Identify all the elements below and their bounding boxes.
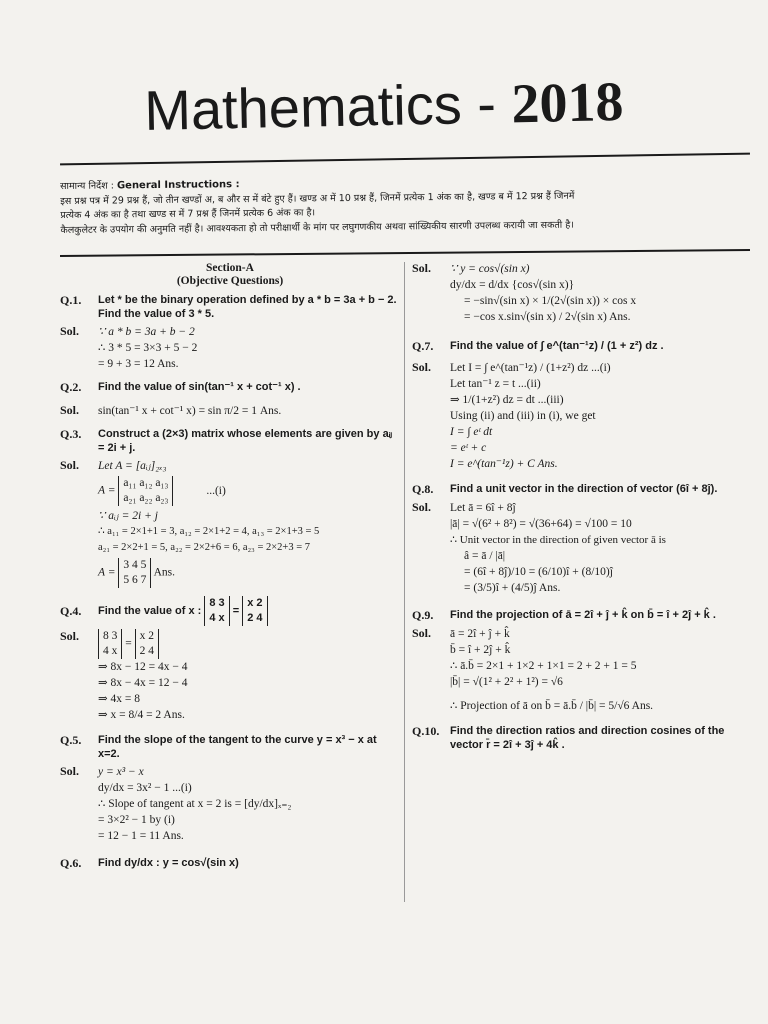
solution-line: = (6î + 8ĵ)/10 = (6/10)î + (8/10)ĵ — [464, 566, 613, 578]
determinant-row: 4 x — [103, 645, 118, 657]
solution-label: Sol. — [412, 626, 432, 640]
matrix-row: a₁₁ a₁₂ a₁₃ — [123, 477, 169, 489]
solution-line: ∴ Projection of ā on b̄ = ā.b̄ / |b̄| = 5/√6 Ans. — [450, 700, 654, 712]
section-heading: Section-A — [206, 262, 254, 274]
question-number: Q.8. — [412, 482, 434, 496]
question-number: Q.4. — [60, 603, 82, 618]
right-column — [412, 258, 752, 752]
solution-label: Sol. — [60, 403, 80, 417]
title-word: Mathematics - — [143, 71, 513, 143]
question-number: Q.9. — [412, 608, 434, 622]
solution-line: = −cos x.sin√(sin x) / 2√(sin x) Ans. — [464, 311, 631, 323]
instructions-label-hi: सामान्य निर्देश : — [60, 180, 114, 192]
determinant-right — [242, 596, 267, 626]
question-number: Q.3. — [60, 427, 82, 441]
title-divider — [60, 153, 750, 166]
question-number: Q.2. — [60, 380, 82, 394]
solution-line: I = ∫ eᵗ dt — [450, 426, 493, 438]
solution-line: Let I = ∫ e^(tan⁻¹z) / (1+z²) dz ...(i) — [450, 362, 611, 374]
instructions-line-2: प्रत्येक 4 अंक का है तथा खण्ड स में 7 प्रश्न हैं जिनमें प्रत्येक 6 अंक का है। — [60, 207, 316, 221]
question-number: Q.7. — [412, 339, 434, 353]
solution-label: Sol. — [412, 261, 432, 275]
solution-line: ∴ 3 * 5 = 3×3 + 5 − 2 — [98, 342, 198, 354]
title-year: 2018 — [510, 70, 625, 136]
instructions-label-en: General Instructions : — [116, 179, 240, 192]
question-text: Find the value of ∫ e^(tan⁻¹z) / (1 + z²) dz . — [450, 340, 664, 352]
solution-label: Sol. — [60, 764, 80, 778]
matrix-row: a₂₁ a₂₂ a₂₃ — [123, 492, 169, 504]
solution-3: Sol. Let A = [aᵢⱼ]₂ₓ₃ A = a₁₁ a₁₂ a₁₃ a₂₁ a₂₂ a₂₃ ...(i) ∵ aᵢⱼ = 2i + j ∴ a₁₁ = 2×1+1 = 3, a₁₂ = 2×1+2 = 4, a₁₃ = 2×1+3 = 5 a₂₁ = 2×2+1 = 5, a₂₂ = 2×2+6 = 6, a₂₃ = 2×2+3 = 7 A = 3 4 5 5 6 7 Ans. — [60, 458, 400, 588]
solution-8 — [412, 500, 752, 596]
solution-line: ⇒ x = 8/4 = 2 Ans. — [98, 709, 185, 721]
matrix-result — [118, 558, 151, 588]
solution-line: ⇒ 1/(1+z²) dz = dt ...(iii) — [450, 394, 564, 406]
matrix-a — [118, 476, 173, 506]
solution-line: = −sin√(sin x) × 1/(2√(sin x)) × cos x — [464, 295, 637, 307]
page-title — [144, 68, 624, 144]
determinant-row: 8 3 — [103, 630, 118, 642]
solution-line: ∴ ā.b̄ = 2×1 + 1×2 + 1×1 = 2 + 2 + 1 = 5 — [450, 660, 637, 672]
determinant-row: x 2 — [139, 630, 154, 642]
section-subheading: (Objective Questions) — [176, 275, 284, 287]
solution-line: ā = 2î + ĵ + k̂ — [450, 628, 510, 640]
question-text: Find dy/dx : y = cos√(sin x) — [98, 857, 239, 869]
question-text: Find the value of sin(tan⁻¹ x + cot⁻¹ x) . — [98, 381, 301, 393]
solution-line: ⇒ 8x − 4x = 12 − 4 — [98, 677, 188, 689]
question-10 — [412, 724, 752, 752]
solution-9 — [412, 626, 752, 714]
solution-line: = (3/5)î + (4/5)ĵ Ans. — [464, 582, 561, 594]
determinant-row: x 2 — [247, 597, 263, 609]
solution-line: a₂₁ = 2×2+1 = 5, a₂₂ = 2×2+6 = 6, a₂₃ = 2×2+3 = 7 — [98, 542, 311, 553]
solution-line: ∴ a₁₁ = 2×1+1 = 3, a₁₂ = 2×1+2 = 4, a₁₃ = 2×1+3 = 5 — [98, 526, 320, 537]
question-number: Q.6. — [60, 856, 82, 870]
column-divider — [404, 262, 405, 902]
solution-line: dy/dx = d/dx {cos√(sin x)} — [450, 279, 575, 291]
question-text: Find the direction ratios and direction cosines of the vector r̄ = 2î + 3ĵ + 4k̂ . — [450, 725, 725, 751]
question-1 — [60, 293, 400, 321]
solution-2 — [60, 403, 400, 419]
solution-6 — [412, 261, 752, 325]
equation-tag: ...(i) — [206, 484, 226, 497]
solution-line: ∴ Slope of tangent at x = 2 is = [dy/dx]ₓ₌₂ — [98, 798, 292, 810]
solution-line: Using (ii) and (iii) in (i), we get — [450, 410, 596, 422]
question-text: Find a unit vector in the direction of vector (6î + 8ĵ). — [450, 483, 718, 495]
solution-label: Sol. — [60, 458, 80, 472]
question-5 — [60, 733, 400, 761]
question-number: Q.10. — [412, 724, 440, 738]
question-2 — [60, 380, 400, 395]
solution-line: I = e^(tan⁻¹z) + C Ans. — [450, 458, 558, 470]
instructions-line-1: इस प्रश्न पत्र में 29 प्रश्न हैं, जो तीन खण्डों अ, ब और स में बंटे हुए हैं। खण्ड अ में 10 प्रश्न हैं, जिनमें प्रत्येक 1 अंक का है, खण्ड ब में 12 प्रश्न हैं जिनमें — [60, 190, 575, 207]
determinant-left — [204, 596, 229, 626]
solution-line: ⇒ 4x = 8 — [98, 693, 140, 705]
left-column — [60, 262, 400, 871]
determinant-row: 4 x — [209, 612, 225, 624]
question-text: Let * be the binary operation defined by a * b = 3a + b − 2. Find the value of 3 * 5. — [98, 294, 397, 320]
question-3 — [60, 427, 400, 455]
solution-1 — [60, 324, 400, 372]
solution-label: Sol. — [60, 324, 80, 338]
question-text: Construct a (2×3) matrix whose elements are given by aᵢⱼ = 2i + j. — [98, 428, 393, 454]
solution-line: ∵ y = cos√(sin x) — [450, 263, 530, 275]
solution-line: Let tan⁻¹ z = t ...(ii) — [450, 378, 541, 390]
question-text: Find the slope of the tangent to the curve y = x³ − x at x=2. — [98, 734, 377, 760]
determinant-row: 2 4 — [247, 612, 263, 624]
question-text: Find the projection of ā = 2î + ĵ + k̂ on b̄ = î + 2ĵ + k̂ . — [450, 609, 716, 621]
solution-label: Sol. — [412, 360, 432, 374]
solution-label: Sol. — [412, 500, 432, 514]
instructions-line-3: कैलकुलेटर के उपयोग की अनुमति नहीं है। आवश्यकता हो तो परीक्षार्थी के मांग पर लघुगणकीय अथवा सांख्यिकीय सारणी उपलब्ध करायी जा सकती है। — [60, 219, 574, 236]
question-text: Find the value of x : — [98, 604, 202, 617]
solution-line: sin(tan⁻¹ x + cot⁻¹ x) = sin π/2 = 1 Ans. — [98, 405, 282, 417]
question-7 — [412, 339, 752, 354]
solution-line: y = x³ − x — [98, 766, 144, 778]
solution-line: ∴ Unit vector in the direction of given vector ā is — [450, 534, 666, 546]
solution-line: â = ā / |ā| — [464, 550, 506, 562]
solution-line: = 12 − 1 = 11 Ans. — [98, 830, 184, 842]
question-8 — [412, 482, 752, 497]
determinant-row: 2 4 — [139, 645, 154, 657]
question-9 — [412, 608, 752, 623]
question-6 — [60, 856, 400, 871]
solution-line: ∵ aᵢⱼ = 2i + j — [98, 510, 158, 522]
determinant-row: 8 3 — [209, 597, 225, 609]
matrix-row: 5 6 7 — [123, 574, 147, 586]
question-number: Q.5. — [60, 733, 82, 747]
solution-4: Sol. 8 3 4 x = x 2 2 4 ⇒ 8x − 12 = 4x − 4 ⇒ 8x − 4x = 12 − 4 ⇒ 4x = 8 ⇒ x = 8/4 = 2 Ans. — [60, 629, 400, 723]
solution-line: b̄ = î + 2ĵ + k̂ — [450, 644, 511, 656]
solution-line: dy/dx = 3x² − 1 ...(i) — [98, 782, 192, 794]
solution-line: Let A = [aᵢⱼ]₂ₓ₃ — [98, 460, 167, 472]
solution-7 — [412, 360, 752, 472]
solution-line: = eᵗ + c — [450, 442, 487, 454]
solution-line: ⇒ 8x − 12 = 4x − 4 — [98, 661, 188, 673]
solution-line: Let ā = 6î + 8ĵ — [450, 502, 516, 514]
solution-line: |b̄| = √(1² + 2² + 1²) = √6 — [450, 676, 563, 688]
question-number: Q.1. — [60, 293, 82, 307]
solution-line: |ā| = √(6² + 8²) = √(36+64) = √100 = 10 — [450, 518, 632, 530]
answer-mark: Ans. — [153, 566, 175, 579]
general-instructions — [60, 173, 751, 238]
solution-line: = 3×2² − 1 by (i) — [98, 814, 175, 826]
solution-line: ∵ a * b = 3a + b − 2 — [98, 326, 195, 338]
solution-label: Sol. — [60, 629, 80, 643]
matrix-row: 3 4 5 — [123, 559, 147, 571]
question-4: Q.4. Find the value of x : 8 3 4 x = x 2 2 4 — [60, 596, 400, 626]
solution-line: = 9 + 3 = 12 Ans. — [98, 358, 179, 370]
solution-5 — [60, 764, 400, 844]
instructions-divider — [60, 249, 750, 257]
